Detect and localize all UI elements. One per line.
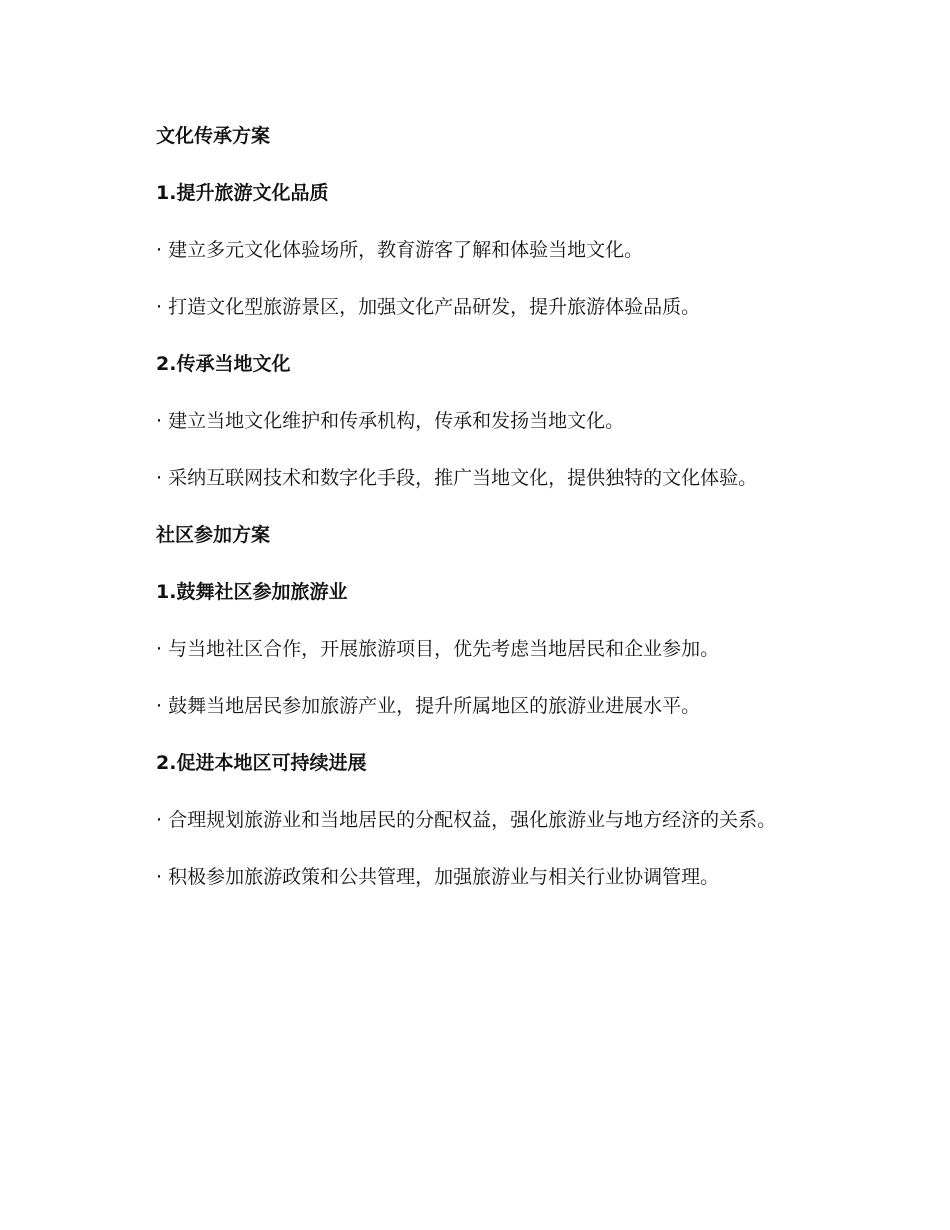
bullet-paragraph: · 建立当地文化维护和传承机构，传承和发扬当地文化。 <box>156 410 625 432</box>
bullet-paragraph: · 与当地社区合作，开展旅游项目，优先考虑当地居民和企业参加。 <box>156 638 720 660</box>
bullet-paragraph: · 合理规划旅游业和当地居民的分配权益，强化旅游业与地方经济的关系。 <box>156 809 777 831</box>
bullet-paragraph: · 鼓舞当地居民参加旅游产业，提升所属地区的旅游业进展水平。 <box>156 695 701 717</box>
section-heading-culture: 文化传承方案 <box>156 125 271 147</box>
subheading-inherit-culture: 2.传承当地文化 <box>156 353 291 375</box>
bullet-paragraph: · 建立多元文化体验场所，教育游客了解和体验当地文化。 <box>156 239 644 261</box>
bullet-paragraph: · 积极参加旅游政策和公共管理，加强旅游业与相关行业协调管理。 <box>156 866 720 888</box>
document-page <box>113 108 825 906</box>
subheading-culture-quality: 1.提升旅游文化品质 <box>156 182 329 204</box>
subheading-community-tourism: 1.鼓舞社区参加旅游业 <box>156 581 348 603</box>
bullet-paragraph: · 打造文化型旅游景区，加强文化产品研发，提升旅游体验品质。 <box>156 296 701 318</box>
subheading-sustainable-development: 2.促进本地区可持续进展 <box>156 752 367 774</box>
bullet-paragraph: · 采纳互联网技术和数字化手段，推广当地文化，提供独特的文化体验。 <box>156 467 758 489</box>
section-heading-community: 社区参加方案 <box>156 524 271 546</box>
